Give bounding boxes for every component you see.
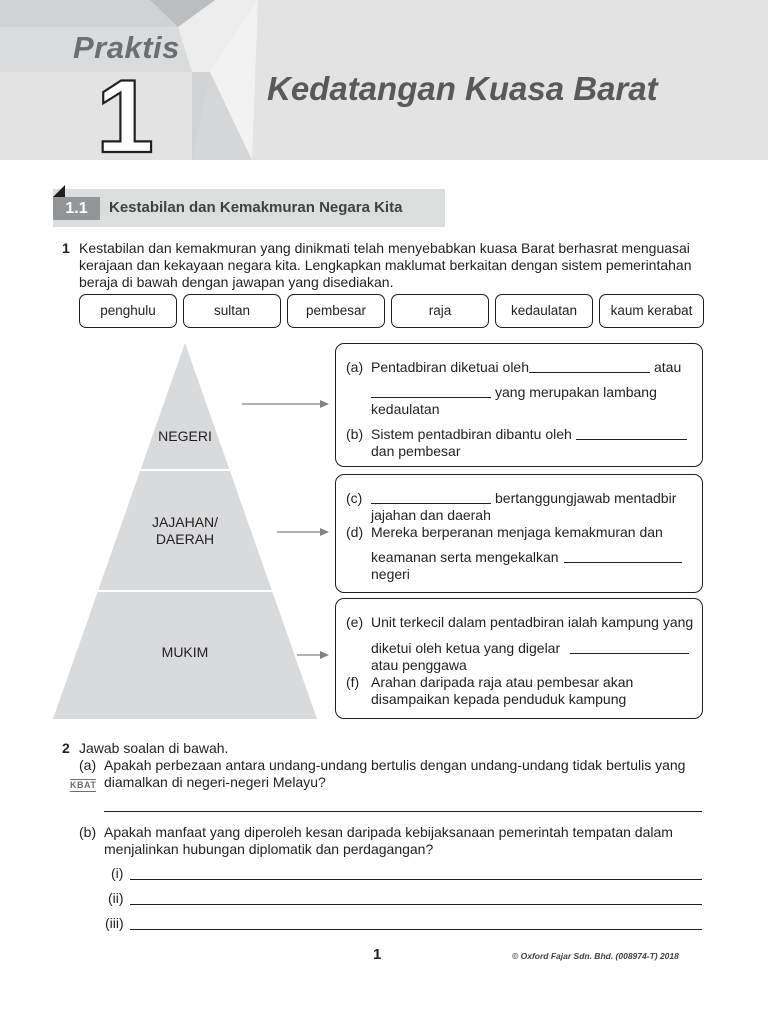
answer-line-i[interactable]	[130, 879, 702, 880]
info-box-jajahan	[335, 474, 703, 593]
item-text: kedaulatan	[371, 401, 440, 417]
item-label: (b)	[346, 426, 364, 442]
word-bank-item[interactable]: sultan	[183, 294, 281, 328]
item-label: (d)	[346, 524, 364, 540]
item-text: diketui oleh ketua yang digelar	[371, 640, 561, 656]
chapter-number: 1	[96, 66, 154, 158]
pyramid-label-jajahan: JAJAHAN/	[151, 514, 219, 530]
item-text: jajahan dan daerah	[371, 507, 491, 523]
item-text: Pentadbiran diketuai oleh	[371, 359, 530, 375]
answer-line-iii[interactable]	[130, 929, 702, 930]
answer-blank-c[interactable]	[371, 503, 491, 504]
item-text: negeri	[371, 566, 410, 582]
arrow-icon	[277, 528, 329, 536]
word-bank-item[interactable]: penghulu	[79, 294, 177, 328]
item-text: dan pembesar	[371, 443, 461, 459]
item-text: atau penggawa	[371, 657, 467, 673]
sub-question-label: (b)	[79, 824, 97, 840]
answer-item-label: (iii)	[105, 915, 124, 931]
word-bank-item[interactable]: pembesar	[287, 294, 385, 328]
chapter-title: Kedatangan Kuasa Barat	[267, 70, 658, 107]
sub-question-text: menjalinkan hubungan diplomatik dan perdagangan?	[104, 841, 434, 857]
answer-blank-a1[interactable]	[529, 372, 650, 373]
item-text: keamanan serta mengekalkan	[371, 549, 559, 565]
info-box-mukim	[335, 598, 703, 719]
sub-question-text: Apakah manfaat yang diperoleh kesan daripada kebijaksanaan pemerintah tempatan dalam	[104, 824, 673, 840]
word-bank-item[interactable]: kaum kerabat	[599, 294, 704, 328]
question-intro: Jawab soalan di bawah.	[79, 740, 229, 756]
answer-blank-d[interactable]	[564, 562, 682, 563]
question-number: 1	[62, 240, 70, 256]
practice-label: Praktis	[73, 30, 180, 65]
answer-blank-b[interactable]	[576, 439, 687, 440]
item-text: Sistem pentadbiran dibantu oleh	[371, 426, 572, 442]
word-bank-item[interactable]: kedaulatan	[495, 294, 593, 328]
info-box-negeri	[335, 343, 703, 467]
item-label: (f)	[346, 674, 360, 690]
question-text-line: kerajaan dan kekayaan negara kita. Lengkapkan maklumat berkaitan dengan sistem pemerintahan	[79, 257, 692, 273]
sub-question-label: (a)	[79, 757, 97, 773]
item-text: bertanggungjawab mentadbir	[495, 490, 677, 506]
section-title: Kestabilan dan Kemakmuran Negara Kita	[109, 199, 403, 216]
answer-item-label: (ii)	[108, 890, 124, 906]
kbat-badge: KBAT	[70, 780, 97, 790]
answer-line-a[interactable]	[104, 811, 702, 812]
arrow-icon	[297, 651, 329, 659]
page-number: 1	[373, 946, 382, 963]
answer-blank-e[interactable]	[570, 653, 689, 654]
item-label: (a)	[346, 359, 364, 375]
copyright-notice: © Oxford Fajar Sdn. Bhd. (008974-T) 2018	[512, 951, 679, 961]
item-text: atau	[654, 359, 682, 375]
section-number-badge: 1.1	[53, 197, 100, 220]
pyramid-label-mukim: MUKIM	[161, 644, 209, 660]
answer-blank-a2[interactable]	[371, 397, 491, 398]
sub-question-text: diamalkan di negeri-negeri Melayu?	[104, 774, 326, 790]
pyramid-label-negeri: NEGERI	[158, 428, 212, 444]
item-text: yang merupakan lambang	[495, 384, 657, 400]
question-text-line: Kestabilan dan kemakmuran yang dinikmati telah menyebabkan kuasa Barat berhasrat menguasai	[79, 240, 690, 256]
question-number: 2	[62, 740, 70, 756]
item-text: disampaikan kepada penduduk kampung	[371, 691, 627, 707]
item-label: (e)	[346, 614, 364, 630]
question-text-line: beraja di bawah dengan jawapan yang disediakan.	[79, 274, 394, 290]
item-text: Unit terkecil dalam pentadbiran ialah kampung yang	[371, 614, 694, 630]
word-bank-item[interactable]: raja	[391, 294, 489, 328]
item-label: (c)	[346, 490, 363, 506]
sub-question-text: Apakah perbezaan antara undang-undang bertulis dengan undang-undang tidak bertulis yang	[104, 757, 686, 773]
arrow-icon	[242, 400, 329, 408]
pyramid-label-daerah: DAERAH	[155, 531, 215, 547]
item-text: Mereka berperanan menjaga kemakmuran dan	[371, 524, 663, 540]
answer-line-ii[interactable]	[130, 904, 702, 905]
item-text: Arahan daripada raja atau pembesar akan	[371, 674, 634, 690]
answer-item-label: (i)	[111, 865, 124, 881]
